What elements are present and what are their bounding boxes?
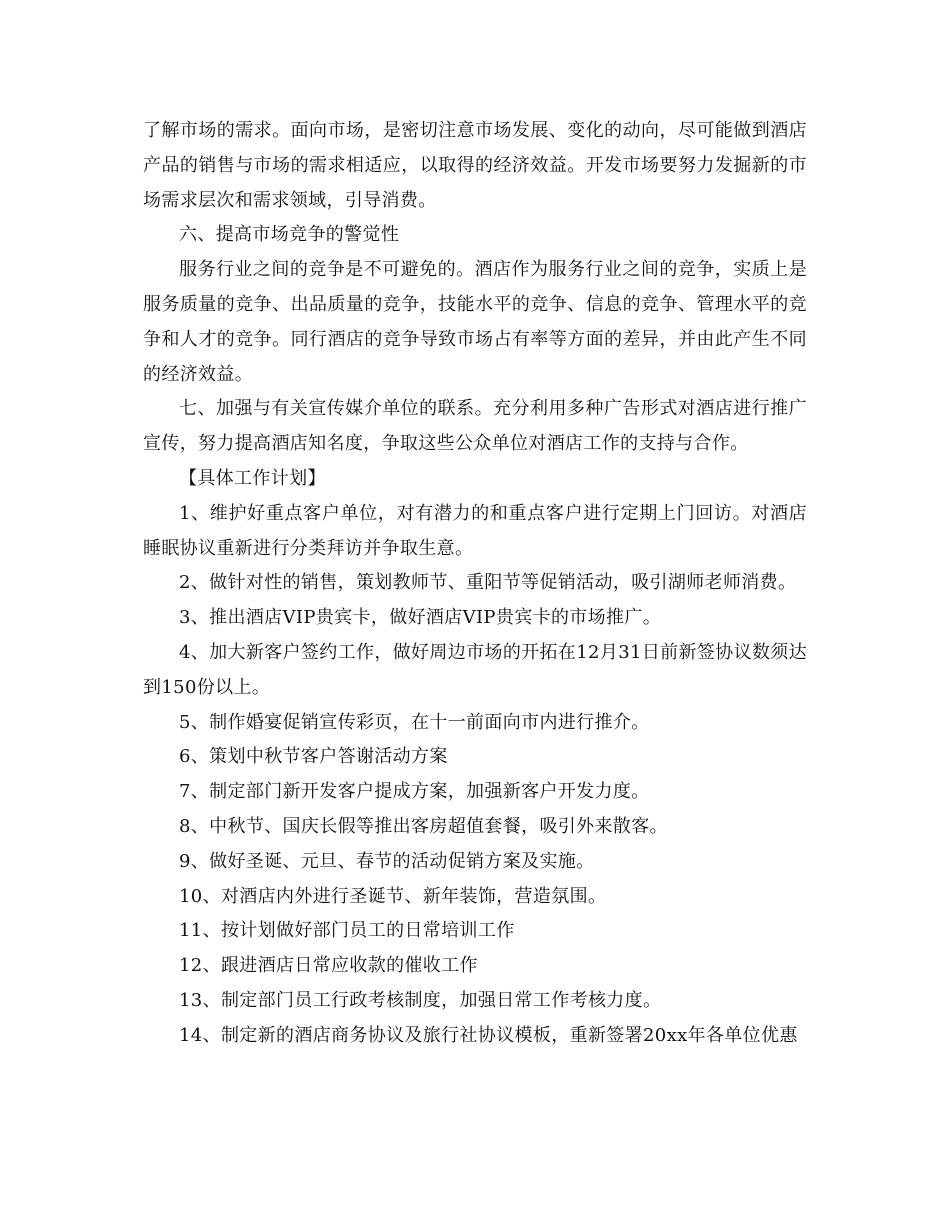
plan-item-2: 2、做针对性的销售，策划教师节、重阳节等促销活动，吸引湖师老师消费。 [179, 572, 797, 594]
plan-item-11: 11、按计划做好部门员工的日常培训工作 [179, 920, 515, 942]
heading-section-six: 六、提高市场竞争的警觉性 [179, 224, 400, 246]
paragraph-market-demand: 了解市场的需求。面向市场，是密切注意市场发展、变化的动向，尽可能做到酒店产品的销售与市场的需求相适应，以取得的经济效益。开发市场要努力发掘新的市场需求层次和需求领域，引导消费。 [143, 120, 807, 211]
plan-item-6: 6、策划中秋节客户答谢活动方案 [179, 746, 448, 768]
plan-item-4: 4、加大新客户签约工作，做好周边市场的开拓在12月31日前新签协议数须达到150份以上。 [143, 641, 807, 698]
plan-item-14: 14、制定新的酒店商务协议及旅行社协议模板，重新签署20xx年各单位优惠 [179, 1024, 798, 1046]
plan-item-7: 7、制定部门新开发客户提成方案，加强新客户开发力度。 [179, 781, 650, 803]
paragraph-competition: 服务行业之间的竞争是不可避免的。酒店作为服务行业之间的竞争，实质上是服务质量的竞争、出品质量的竞争，技能水平的竞争、信息的竞争、管理水平的竞争和人才的竞争。同行酒店的竞争导致市场占有率等方面的差异，并由此产生不同的经济效益。 [143, 259, 807, 385]
heading-work-plan: 【具体工作计划】 [179, 467, 326, 489]
plan-item-9: 9、做好圣诞、元旦、春节的活动促销方案及实施。 [179, 850, 595, 872]
plan-item-8: 8、中秋节、国庆长假等推出客房超值套餐，吸引外来散客。 [179, 815, 668, 837]
plan-item-5: 5、制作婚宴促销宣传彩页，在十一前面向市内进行推介。 [179, 711, 650, 733]
plan-item-3: 3、推出酒店VIP贵宾卡，做好酒店VIP贵宾卡的市场推广。 [179, 607, 662, 629]
plan-item-1: 1、维护好重点客户单位，对有潜力的和重点客户进行定期上门回访。对酒店睡眠协议重新进行分类拜访并争取生意。 [143, 502, 807, 559]
paragraph-section-seven: 七、加强与有关宣传媒介单位的联系。充分利用多种广告形式对酒店进行推广宣传，努力提高酒店知名度，争取这些公众单位对酒店工作的支持与合作。 [143, 398, 807, 455]
plan-item-13: 13、制定部门员工行政考核制度，加强日常工作考核力度。 [179, 989, 662, 1011]
document-body [143, 114, 807, 1054]
plan-item-12: 12、跟进酒店日常应收款的催收工作 [179, 955, 478, 977]
plan-item-10: 10、对酒店内外进行圣诞节、新年装饰，营造氛围。 [179, 885, 607, 907]
